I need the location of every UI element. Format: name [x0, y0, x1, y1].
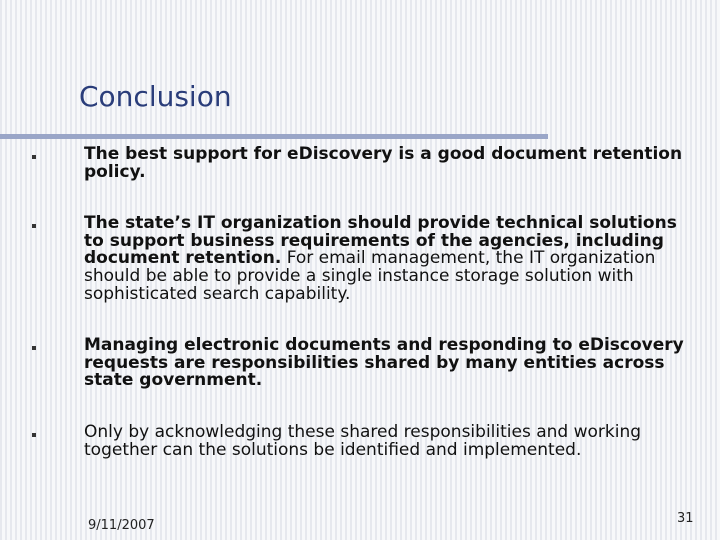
bullet-item — [30, 337, 690, 390]
bullet-square-icon — [32, 346, 36, 350]
bullet-text: Only by acknowledging these shared responsibilities and working together can the solutions be identified and implemented. — [84, 421, 642, 460]
bullet-item — [30, 421, 690, 460]
slide-title: Conclusion — [79, 80, 232, 113]
bullet-item — [30, 146, 690, 181]
bullet-square-icon — [32, 155, 36, 159]
bullet-text — [84, 215, 690, 303]
bullet-text: The best support for eDiscovery is a good document retention policy. — [84, 144, 683, 182]
bullet-list — [30, 146, 690, 459]
bullet-regular-text: For email management, the IT organization should be able to provide a single instance storage solution with sophisticated search capability. — [84, 248, 656, 304]
footer-date: 9/11/2007 — [88, 518, 155, 533]
bullet-square-icon — [32, 224, 36, 228]
bullet-text: Managing electronic documents and responding to eDiscovery requests are responsibilities shared by many entities across state government. — [84, 335, 684, 391]
bullet-square-icon — [32, 433, 36, 437]
bullet-item — [30, 215, 690, 303]
title-underline — [0, 134, 548, 139]
bullet-bold-text: The state’s IT organization should provide technical solutions to support business requirements of the agencies, including document retention. — [84, 213, 677, 269]
page-number: 31 — [677, 511, 694, 526]
